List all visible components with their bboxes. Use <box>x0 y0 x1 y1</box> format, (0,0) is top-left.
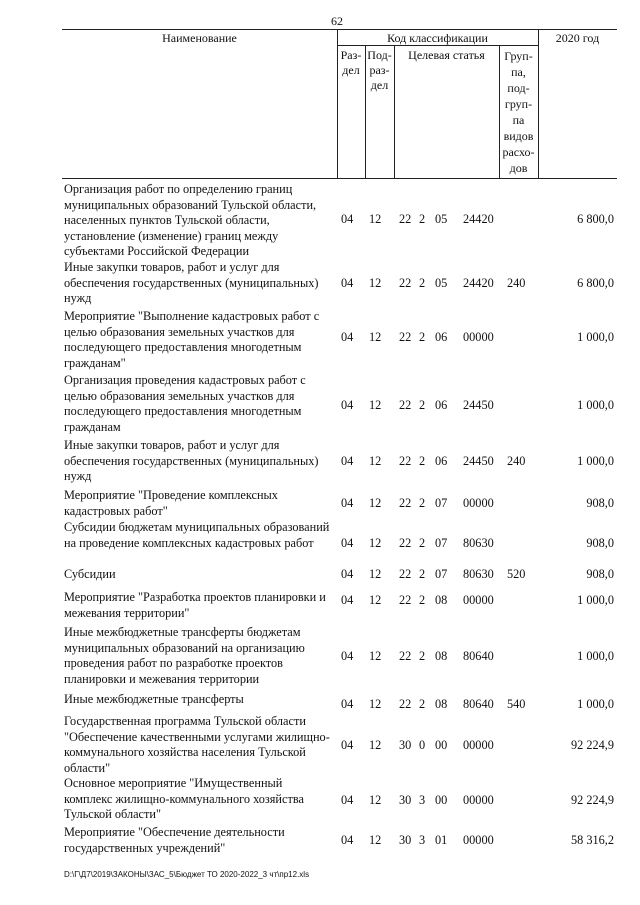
cell-c2: 2 <box>419 536 426 550</box>
cell-c3: 08 <box>435 593 448 607</box>
cell-sum: 1 000,0 <box>577 398 614 412</box>
cell-pr: 12 <box>369 454 382 468</box>
cell-c4: 80630 <box>463 536 494 550</box>
cell-c2: 3 <box>419 793 426 807</box>
cell-pr: 12 <box>369 330 382 344</box>
cell-sum: 908,0 <box>586 496 614 510</box>
cell-rz: 04 <box>341 212 354 226</box>
cell-sum: 92 224,9 <box>570 738 614 752</box>
cell-c1: 22 <box>399 454 412 468</box>
cell-c4: 24450 <box>463 454 494 468</box>
row-name: Мероприятие "Разработка проектов планировки и межевания территории" <box>64 590 326 620</box>
cell-c4: 00000 <box>463 833 494 847</box>
cell-c1: 30 <box>399 833 412 847</box>
cell-c2: 2 <box>419 496 426 510</box>
cell-pr: 12 <box>369 593 382 607</box>
row-name: Организация работ по определению границ муниципальных образований Тульской области, населенных пунктов Тульской области, установление (изменение) границ между субъектами Российской Федерации <box>64 182 317 259</box>
cell-rz: 04 <box>341 496 354 510</box>
cell-pr: 12 <box>369 833 382 847</box>
cell-c1: 22 <box>399 697 412 711</box>
cell-sum: 1 000,0 <box>577 330 614 344</box>
cell-c2: 2 <box>419 454 426 468</box>
cell-sum: 908,0 <box>586 567 614 581</box>
cell-rz: 04 <box>341 593 354 607</box>
cell-rz: 04 <box>341 738 354 752</box>
cell-sum: 6 800,0 <box>577 212 614 226</box>
cell-c3: 07 <box>435 567 448 581</box>
cell-pr: 12 <box>369 738 382 752</box>
cell-sum: 6 800,0 <box>577 276 614 290</box>
cell-c3: 00 <box>435 793 448 807</box>
row-name: Мероприятие "Проведение комплексных кадастровых работ" <box>64 488 278 518</box>
cell-rz: 04 <box>341 793 354 807</box>
cell-rz: 04 <box>341 567 354 581</box>
cell-c4: 80640 <box>463 697 494 711</box>
cell-c3: 06 <box>435 454 448 468</box>
cell-c4: 24450 <box>463 398 494 412</box>
cell-c3: 05 <box>435 212 448 226</box>
cell-c3: 06 <box>435 330 448 344</box>
cell-sum: 1 000,0 <box>577 454 614 468</box>
cell-c4: 24420 <box>463 276 494 290</box>
header-podrazdel: Под- раз- дел <box>367 48 392 92</box>
cell-c2: 0 <box>419 738 426 752</box>
cell-c1: 30 <box>399 793 412 807</box>
cell-c4: 00000 <box>463 593 494 607</box>
header-year: 2020 год <box>555 31 600 45</box>
cell-rz: 04 <box>341 536 354 550</box>
row-name: Иные межбюджетные трансферты бюджетам муниципальных образований на организацию проведения работ по разработке проектов планировки и межевания территории <box>64 625 305 686</box>
cell-pr: 12 <box>369 212 382 226</box>
cell-c2: 2 <box>419 567 426 581</box>
cell-c1: 22 <box>399 567 412 581</box>
cell-c3: 00 <box>435 738 448 752</box>
col-divider-podrazdel <box>394 45 395 178</box>
page-number: 62 <box>331 14 343 28</box>
cell-rz: 04 <box>341 833 354 847</box>
col-divider-group <box>538 29 539 178</box>
cell-c4: 80640 <box>463 649 494 663</box>
row-name: Иные межбюджетные трансферты <box>64 692 244 706</box>
row-name: Иные закупки товаров, работ и услуг для обеспечения государственных (муниципальных) нужд <box>64 438 319 484</box>
row-name: Основное мероприятие "Имущественный комплекс жилищно-коммунального хозяйства Тульской области" <box>64 776 304 822</box>
cell-pr: 12 <box>369 496 382 510</box>
row-name: Мероприятие "Выполнение кадастровых работ с целью образования земельных участков для последующего предоставления многодетным гражданам" <box>64 309 320 370</box>
cell-c1: 22 <box>399 330 412 344</box>
header-name: Наименование <box>162 31 237 45</box>
cell-c4: 00000 <box>463 793 494 807</box>
cell-c1: 22 <box>399 593 412 607</box>
cell-rz: 04 <box>341 330 354 344</box>
cell-c1: 22 <box>399 398 412 412</box>
cell-rz: 04 <box>341 649 354 663</box>
cell-rz: 04 <box>341 454 354 468</box>
header-group: Груп- па, под- груп- па видов расхо- дов <box>502 49 535 175</box>
cell-vr: 520 <box>507 567 526 581</box>
cell-pr: 12 <box>369 536 382 550</box>
cell-c3: 01 <box>435 833 448 847</box>
cell-c4: 80630 <box>463 567 494 581</box>
cell-c1: 22 <box>399 649 412 663</box>
cell-c3: 05 <box>435 276 448 290</box>
row-name: Субсидии <box>64 567 116 581</box>
cell-c4: 00000 <box>463 330 494 344</box>
cell-c2: 2 <box>419 330 426 344</box>
cell-sum: 1 000,0 <box>577 593 614 607</box>
cell-c2: 2 <box>419 593 426 607</box>
cell-c4: 00000 <box>463 496 494 510</box>
header-code: Код классификации <box>387 31 488 45</box>
cell-sum: 1 000,0 <box>577 649 614 663</box>
cell-c2: 2 <box>419 398 426 412</box>
cell-c1: 30 <box>399 738 412 752</box>
cell-c1: 22 <box>399 536 412 550</box>
cell-c1: 22 <box>399 496 412 510</box>
cell-c2: 2 <box>419 212 426 226</box>
cell-c2: 2 <box>419 697 426 711</box>
cell-rz: 04 <box>341 697 354 711</box>
cell-pr: 12 <box>369 793 382 807</box>
row-name: Организация проведения кадастровых работ с целью образования земельных участков для последующего предоставления многодетным гражданам <box>64 373 306 434</box>
cell-c3: 07 <box>435 536 448 550</box>
cell-sum: 1 000,0 <box>577 697 614 711</box>
header-top-border <box>62 29 617 30</box>
cell-sum: 58 316,2 <box>570 833 614 847</box>
cell-c1: 22 <box>399 276 412 290</box>
cell-c3: 06 <box>435 398 448 412</box>
cell-c2: 3 <box>419 833 426 847</box>
row-name: Мероприятие "Обеспечение деятельности государственных учреждений" <box>64 825 285 855</box>
cell-c2: 2 <box>419 276 426 290</box>
cell-c4: 00000 <box>463 738 494 752</box>
row-name: Государственная программа Тульской области "Обеспечение качественными услугами жилищно-коммунального хозяйства населения Тульской области" <box>64 714 330 775</box>
cell-c4: 24420 <box>463 212 494 226</box>
cell-c1: 22 <box>399 212 412 226</box>
cell-pr: 12 <box>369 567 382 581</box>
cell-pr: 12 <box>369 697 382 711</box>
header-bottom-border <box>62 178 617 179</box>
cell-c3: 08 <box>435 649 448 663</box>
cell-vr: 540 <box>507 697 526 711</box>
cell-vr: 240 <box>507 276 526 290</box>
header-razdel: Раз- дел <box>340 48 362 77</box>
header-target: Целевая статья <box>408 48 485 62</box>
cell-c3: 08 <box>435 697 448 711</box>
row-name: Субсидии бюджетам муниципальных образований на проведение комплексных кадастровых работ <box>64 520 330 550</box>
cell-sum: 92 224,9 <box>570 793 614 807</box>
cell-pr: 12 <box>369 649 382 663</box>
file-path-footer: D:\Г\Д7\2019\ЗАКОНЫ\ЗАС_5\Бюджет ТО 2020-2022_3 чт\пр12.xls <box>64 870 310 879</box>
cell-c3: 07 <box>435 496 448 510</box>
row-name: Иные закупки товаров, работ и услуг для обеспечения государственных (муниципальных) нужд <box>64 260 319 306</box>
cell-pr: 12 <box>369 276 382 290</box>
cell-vr: 240 <box>507 454 526 468</box>
cell-c2: 2 <box>419 649 426 663</box>
cell-sum: 908,0 <box>586 536 614 550</box>
cell-rz: 04 <box>341 398 354 412</box>
cell-pr: 12 <box>369 398 382 412</box>
cell-rz: 04 <box>341 276 354 290</box>
